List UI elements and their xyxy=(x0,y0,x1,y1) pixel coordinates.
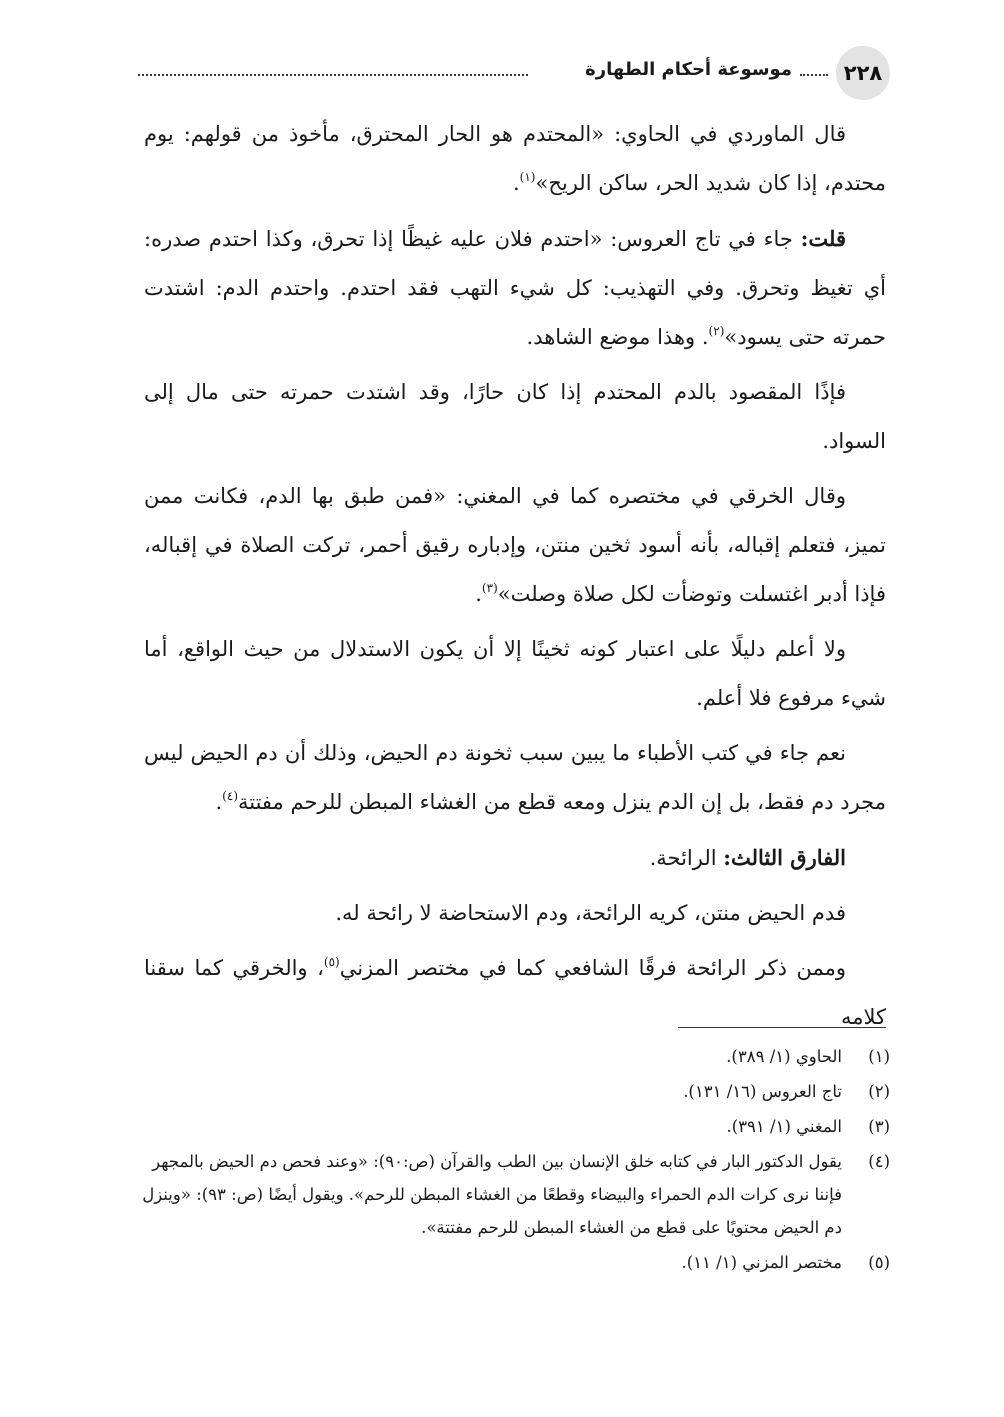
paragraph-1 xyxy=(144,110,886,208)
paragraph-text: ولا أعلم دليلًا على اعتبار كونه ثخينًا إلا أن يكون الاستدلال من حيث الواقع، أما شيء مرفوع فلا أعلم. xyxy=(144,637,886,710)
footnote-number: (٥) xyxy=(868,1253,890,1272)
footnote-text: مختصر المزني (١/ ١١). xyxy=(681,1253,842,1272)
paragraph-text: وممن ذكر الرائحة فرقًا الشافعي كما في مختصر المزني xyxy=(339,956,846,980)
paragraph-text: جاء في تاج العروس: «احتدم فلان عليه غيظًا إذا تحرق، وكذا احتدم صدره: أي تغيظ وتحرق. وفي التهذيب: كل شيء التهب فقد احتدم. واحتدم الدم: اشتدت حمرته حتى يسود» xyxy=(144,227,886,349)
paragraph-8 xyxy=(144,889,886,938)
footnote xyxy=(138,1145,890,1244)
footnote-number: (١) xyxy=(868,1047,890,1066)
section-heading-third-difference xyxy=(144,833,886,883)
paragraph-text: فإذًا المقصود بالدم المحتدم إذا كان حارًا، وقد اشتدت حمرته حتى مال إلى السواد. xyxy=(144,380,886,453)
footnote-marker-5[interactable]: (٥) xyxy=(323,955,340,969)
paragraph-5 xyxy=(144,625,886,723)
paragraph-text: الرائحة. xyxy=(649,846,724,870)
dotted-separator-right xyxy=(800,74,828,76)
footnote-marker-2[interactable]: (٢) xyxy=(708,324,725,338)
paragraph-lead: قلت: xyxy=(800,226,846,251)
paragraph-lead: الفارق الثالث: xyxy=(723,845,846,870)
footnote xyxy=(138,1040,890,1073)
footnote-text: المغني (١/ ٣٩١). xyxy=(726,1117,842,1136)
footnote-separator xyxy=(678,1027,886,1028)
paragraph-2 xyxy=(144,214,886,362)
footnotes xyxy=(138,1040,890,1281)
paragraph-text: فدم الحيض منتن، كريه الرائحة، ودم الاستحاضة لا رائحة له. xyxy=(335,901,846,925)
paragraph-3 xyxy=(144,368,886,466)
paragraph-text: نعم جاء في كتب الأطباء ما يبين سبب ثخونة دم الحيض، وذلك أن دم الحيض ليس مجرد دم فقط، بل إن الدم ينزل ومعه قطع من الغشاء المبطن للرحم مفتتة xyxy=(144,741,886,814)
paragraph-end: . xyxy=(215,790,223,814)
footnote-number: (٤) xyxy=(868,1152,890,1171)
footnote xyxy=(138,1110,890,1143)
paragraph-end: . xyxy=(475,582,482,606)
dotted-separator-left xyxy=(138,74,528,76)
footnote-text: تاج العروس (١٦/ ١٣١). xyxy=(683,1082,842,1101)
footnote-marker-1[interactable]: (١) xyxy=(519,170,536,184)
footnote xyxy=(138,1246,890,1279)
footnote xyxy=(138,1075,890,1108)
paragraph-end: ، والخرقي كما سقنا كلامه xyxy=(144,956,886,1029)
running-title: موسوعة أحكام الطهارة xyxy=(585,59,792,80)
paragraph-6 xyxy=(144,729,886,827)
paragraph-text: وقال الخرقي في مختصره كما في المغني: «فمن طبق بها الدم، فكانت ممن تميز، فتعلم إقباله، بأنه أسود ثخين منتن، وإدباره رقيق أحمر، تركت الصلاة في إقباله، فإذا أدبر اغتسلت وتوضأت لكل صلاة وصلت» xyxy=(144,484,886,606)
page-number-badge: ٢٢٨ xyxy=(836,46,890,100)
page-header xyxy=(138,46,890,100)
footnote-text: الحاوي (١/ ٣٨٩). xyxy=(726,1047,842,1066)
footnote-number: (٢) xyxy=(868,1082,890,1101)
main-text xyxy=(144,110,886,1048)
footnote-number: (٣) xyxy=(868,1117,890,1136)
paragraph-text: قال الماوردي في الحاوي: «المحتدم هو الحار المحترق، مأخوذ من قولهم: يوم محتدم، إذا كان شديد الحر، ساكن الريح» xyxy=(144,122,886,195)
footnote-text: يقول الدكتور البار في كتابه خلق الإنسان بين الطب والقرآن (ص:٩٠): «وعند فحص دم الحيض بالمجهر فإننا نرى كرات الدم الحمراء والبيضاء وقطعًا من الغشاء المبطن للرحم». ويقول أيضًا (ص: ٩٣): «وينزل دم الحيض محتويًا على قطع من الغشاء المبطن للرحم مفتتة». xyxy=(142,1152,842,1237)
footnote-marker-4[interactable]: (٤) xyxy=(222,789,238,803)
paragraph-4 xyxy=(144,472,886,619)
paragraph-end: . xyxy=(512,171,520,195)
footnote-marker-3[interactable]: (٣) xyxy=(481,581,498,595)
paragraph-end: . وهذا موضع الشاهد. xyxy=(526,325,709,349)
